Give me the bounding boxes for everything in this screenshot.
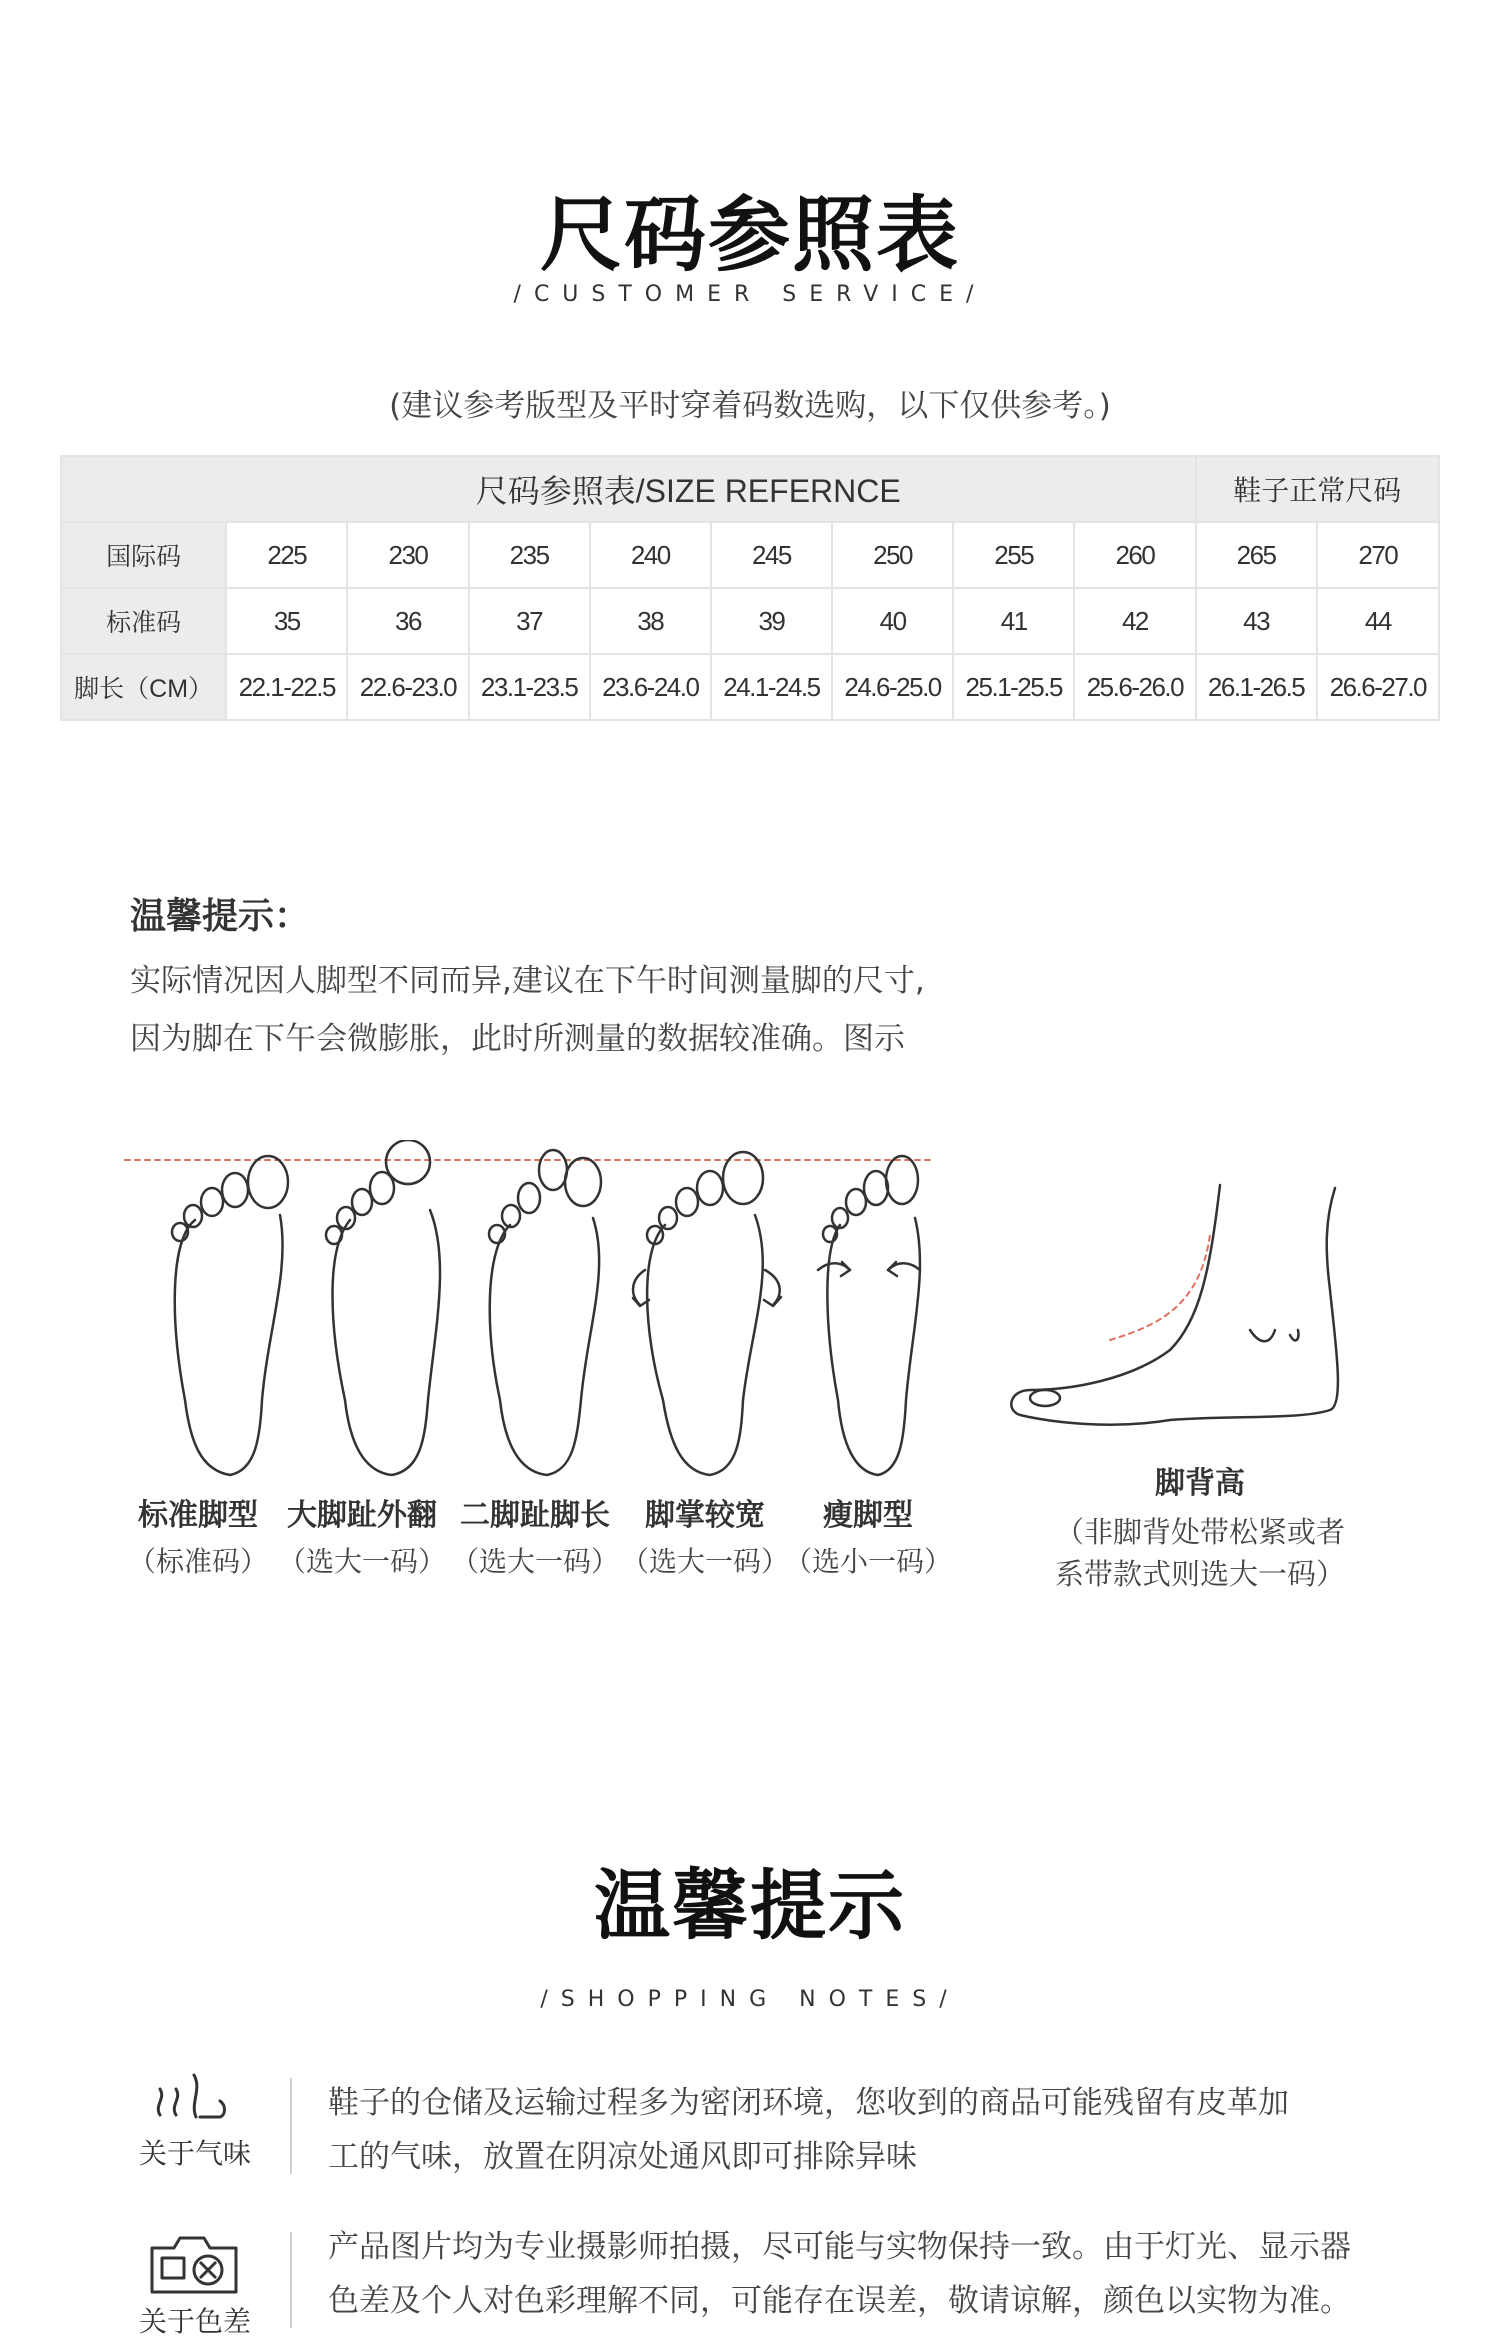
- tips-heading: 温馨提示：: [130, 896, 311, 937]
- foot-type-sub: （标准码）: [127, 1545, 268, 1578]
- row-label: 脚长（CM）: [61, 654, 226, 720]
- foot-type-label: 大脚趾外翻: [287, 1498, 437, 1533]
- foot-type-label: 瘦脚型: [823, 1498, 913, 1533]
- notice-label: 关于色差: [138, 2305, 251, 2338]
- notice-line: 工的气味，放置在阴凉处通风即可排除异味: [328, 2139, 917, 2175]
- table-cell: 24.1-24.5: [711, 654, 832, 720]
- table-cell: 245: [711, 522, 832, 588]
- slim-foot-icon: [818, 1156, 920, 1475]
- table-cell: 40: [832, 588, 953, 654]
- foot-type-sub: （选大一码）: [277, 1545, 446, 1578]
- notes-title: 温馨提示: [594, 1861, 906, 1950]
- table-cell: 44: [1317, 588, 1439, 654]
- foot-type-label: 脚掌较宽: [645, 1498, 765, 1533]
- instep-foot-icon: [1011, 1185, 1338, 1425]
- foot-type-sub: （选小一码）: [783, 1545, 952, 1578]
- bunion-foot-icon: [326, 1140, 440, 1475]
- size-note: (建议参考版型及平时穿着码数选购，以下仅供参考。): [389, 388, 1111, 424]
- table-cell: 25.1-25.5: [953, 654, 1074, 720]
- table-row: [61, 588, 1439, 654]
- table-cell: 41: [953, 588, 1074, 654]
- foot-type-label: 二脚趾脚长: [460, 1498, 610, 1533]
- table-cell: 240: [590, 522, 711, 588]
- table-cell: 23.1-23.5: [469, 654, 590, 720]
- row-label: 国际码: [61, 522, 226, 588]
- foot-type-diagram: [110, 1140, 1410, 1510]
- foot-type-label: 标准脚型: [138, 1498, 258, 1533]
- table-cell: 270: [1317, 522, 1439, 588]
- table-cell: 265: [1196, 522, 1317, 588]
- notice-line: 鞋子的仓储及运输过程多为密闭环境，您收到的商品可能残留有皮革加: [328, 2085, 1289, 2121]
- instep-label: 脚背高: [1155, 1466, 1245, 1501]
- table-cell: 36: [347, 588, 468, 654]
- notes-subtitle: /SHOPPING NOTES/: [540, 1987, 960, 2012]
- notice-line: 产品图片均为专业摄影师拍摄，尽可能与实物保持一致。由于灯光、显示器: [328, 2229, 1351, 2265]
- table-cell: 26.6-27.0: [1317, 654, 1439, 720]
- size-table: [60, 455, 1440, 721]
- row-label: 标准码: [61, 588, 226, 654]
- table-cell: 24.6-25.0: [832, 654, 953, 720]
- table-cell: 225: [226, 522, 347, 588]
- tips-line: 实际情况因人脚型不同而异,建议在下午时间测量脚的尺寸,: [130, 963, 925, 999]
- camera-icon: [140, 2230, 250, 2300]
- table-cell: 255: [953, 522, 1074, 588]
- foot-type-sub: （选大一码）: [450, 1545, 619, 1578]
- table-cell: 22.1-22.5: [226, 654, 347, 720]
- table-cell: 26.1-26.5: [1196, 654, 1317, 720]
- notice-text: [328, 2076, 1428, 2184]
- table-cell: 230: [347, 522, 468, 588]
- table-tag: 鞋子正常尺码: [1196, 456, 1439, 522]
- table-cell: 22.6-23.0: [347, 654, 468, 720]
- table-cell: 42: [1074, 588, 1195, 654]
- table-cell: 43: [1196, 588, 1317, 654]
- notice-label: 关于气味: [138, 2137, 251, 2170]
- table-cell: 39: [711, 588, 832, 654]
- table-cell: 38: [590, 588, 711, 654]
- table-cell: 23.6-24.0: [590, 654, 711, 720]
- table-row: [61, 522, 1439, 588]
- table-cell: 235: [469, 522, 590, 588]
- table-row: [61, 654, 1439, 720]
- table-cell: 37: [469, 588, 590, 654]
- table-cell: 260: [1074, 522, 1195, 588]
- odor-icon: [140, 2065, 250, 2125]
- notice-text: [328, 2220, 1428, 2328]
- table-title: 尺码参照表/SIZE REFERNCE: [61, 456, 1196, 522]
- table-header-row: [61, 456, 1439, 522]
- standard-foot-icon: [172, 1156, 288, 1475]
- table-cell: 25.6-26.0: [1074, 654, 1195, 720]
- long-second-toe-foot-icon: [489, 1150, 601, 1475]
- table-cell: 35: [226, 588, 347, 654]
- page-title: 尺码参照表: [539, 188, 960, 283]
- tips-line: 因为脚在下午会微膨胀，此时所测量的数据较准确。图示: [130, 1021, 905, 1057]
- instep-note: 系带款式则选大一码）: [1054, 1557, 1345, 1591]
- instep-note: （非脚背处带松紧或者: [1054, 1515, 1345, 1549]
- page-subtitle: /CUSTOMER SERVICE/: [513, 282, 987, 307]
- notice-divider: [290, 2232, 292, 2328]
- notice-divider: [290, 2078, 292, 2174]
- table-cell: 250: [832, 522, 953, 588]
- notice-line: 色差及个人对色彩理解不同，可能存在误差，敬请谅解，颜色以实物为准。: [328, 2283, 1351, 2319]
- foot-type-sub: （选大一码）: [620, 1545, 789, 1578]
- wide-foot-icon: [633, 1152, 781, 1475]
